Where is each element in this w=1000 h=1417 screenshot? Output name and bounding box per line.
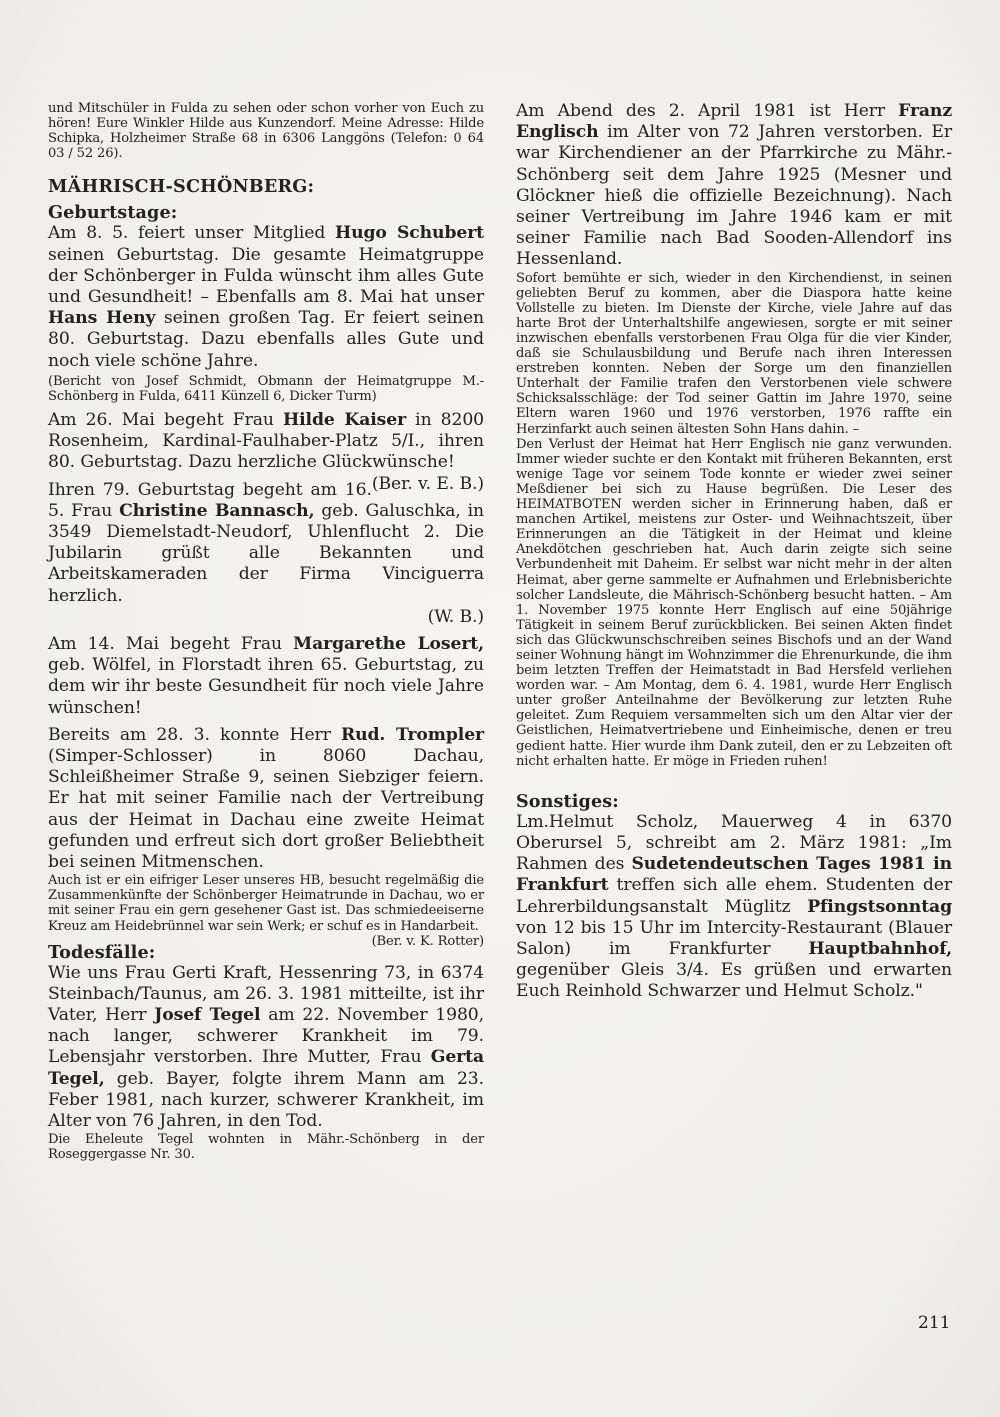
text-run: gegenüber Gleis 3/4. Es grüßen und erwarten Euch Reinhold Schwarzer und Helmut Scholz." <box>516 960 952 1002</box>
obituary-paragraph-memory <box>516 437 952 769</box>
text-run: Auch ist er ein eifriger Leser unseres HB, besucht regelmäßig die Zusammenkünfte der Schönberger Heimatrunde in Dachau, wo er mit seiner Frau ein gern gesehener Gast ist. Das schmiedeeiserne Kreuz am Heidebrünnel war sein Werk; er schuf es in Handarbeit. <box>48 873 484 934</box>
text-run: Bereits am 28. 3. konnte Herr <box>48 724 341 745</box>
bold-name: Gerta Tegel, <box>48 1047 484 1089</box>
birthday-paragraph-trompler <box>48 725 484 873</box>
misc-heading: Sonstiges: <box>516 790 619 812</box>
text-run: Am Abend des 2. April 1981 ist Herr <box>516 101 899 121</box>
misc-paragraph-scholz <box>516 812 952 1003</box>
bold-name: Hauptbahnhof, <box>808 938 952 959</box>
birthdays-heading: Geburtstage: <box>48 202 178 224</box>
attribution: (Ber. v. E. B.) <box>371 473 484 494</box>
text-run: am 22. November 1980, nach langer, schwerer Krankheit im 79. Lebensjahr verstorben. Ihre Mutter, Frau <box>48 1005 484 1068</box>
text-run: im Alter von 72 Jahren verstorben. Er war Kirchendiener an der Pfarrkirche zu Mähr.-Schönberg seit dem Jahre 1925 (Mesner und Glöckner hieß die offizielle Bezeichnung). Nach seiner Vertreibung im Jahre 1946 kam er mit seiner Familie nach Bad Sooden-Allendorf ins Hessenland. <box>516 122 952 270</box>
bold-name: Pfingstsonntag <box>807 896 952 917</box>
birthday-paragraph-schubert-heny <box>48 223 484 371</box>
report-note-schmidt <box>48 374 484 404</box>
report-note-trompler <box>48 873 484 949</box>
paragraph-text <box>48 873 484 933</box>
text-run: und Mitschüler in Fulda zu sehen oder schon vorher von Euch zu hören! Eure Winkler Hilde aus Kunzendorf. Meine Adresse: Hilde Schipka, Holzheimer Straße 68 in 6306 Langgöns (Telefon: 0 64 03 / 52 26). <box>48 101 484 162</box>
text-run: geb. Wölfel, in Florstadt ihren 65. Geburtstag, zu dem wir ihr beste Gesundheit für noch viele Jahre wünschen! <box>48 655 484 718</box>
bold-name: Margarethe Losert, <box>293 634 485 655</box>
bold-name: Josef Tegel <box>154 1005 261 1026</box>
text-run: Sofort bemühte er sich, wieder in den Kirchendienst, in seinen geliebten Beruf zu kommen, aber die Diaspora hatte keine Vollstelle zu bieten. Im Dienste der Kirche, viele Jahre auf das harte Brot der Unterhaltshilfe angewiesen, sorgte er mit seiner inzwischen ebenfalls verstorbenen Frau Olga für die vier Kinder, daß sie Schulausbildung und Berufe nach ihren Interessen erstreben konnten. Neben der Sorge um den finanziellen Unterhalt der Familie trafen den Verstorbenen viele schwere Schicksalsschläge: der Tod seiner Gattin im Jahre 1970, seine Eltern waren 1960 und 1976 verstorben, 1976 raffte ein Herzinfarkt auch seinen ältesten Sohn Hans dahin. – <box>516 270 952 437</box>
left-column <box>48 101 484 1162</box>
bold-name: Hugo Schubert <box>334 223 484 244</box>
page-number: 211 <box>918 1313 951 1333</box>
text-run: (Bericht von Josef Schmidt, Obmann der Heimatgruppe M.-Schönberg in Fulda, 6411 Künzell 6, Dicker Turm) <box>48 373 484 404</box>
text-run: geb. Bayer, folgte ihrem Mann am 23. Feber 1981, nach kurzer, schwerer Krankheit, im Alter von 76 Jahren, in den Tod. <box>48 1068 484 1132</box>
text-run: treffen sich alle ehem. Studenten der Lehrerbildungsanstalt Müglitz <box>516 875 952 917</box>
birthday-paragraph-kaiser <box>48 409 485 494</box>
death-paragraph-tegel <box>48 963 484 1133</box>
bold-name: Rud. Trompler <box>340 724 484 745</box>
text-run: seinen Geburtstag. Die gesamte Heimatgruppe der Schönberger in Fulda wünscht ihm alles Gute und Gesundheit! – Ebenfalls am 8. Mai hat unser <box>48 244 484 307</box>
text-run: Ihren 79. Geburtstag begeht am 16. 5. Frau <box>48 479 372 521</box>
text-run: geb. Galuschka, in 3549 Diemelstadt-Neudorf, Uhlenflucht 2. Die Jubilarin grüßt alle Bekannten und Arbeitskameraden der Firma Vinciguerra herzlich. <box>48 500 484 606</box>
paragraph-text <box>48 410 484 472</box>
text-run: Wie uns Frau Gerti Kraft, Hessenring 73, in 6374 Steinbach/Taunus, am 26. 3. 1981 mitteilte, ist ihr Vater, Herr <box>48 962 484 1026</box>
bold-name: Christine Bannasch, <box>119 500 315 521</box>
text-run: seinen großen Tag. Er feiert seinen 80. Geburtstag. Dazu ebenfalls alles Gute und noch viele schöne Jahre. <box>48 308 484 371</box>
deaths-heading: Todesfälle: <box>48 941 156 963</box>
bold-name: Hilde Kaiser <box>282 409 407 430</box>
text-run: Lm.Helmut Scholz, Mauerweg 4 in 6370 Oberursel 5, schreibt am 2. März 1981: „Im Rahmen des <box>516 811 952 875</box>
section-title: MÄHRISCH-SCHÖNBERG: <box>48 176 315 198</box>
bold-name: Hans Heny <box>48 308 156 329</box>
text-run: in 8200 Rosenheim, Kardinal-Faulhaber-Platz 5/I., ihren 80. Geburtstag. Dazu herzliche Glückwünsche! <box>48 409 485 473</box>
text-run: Den Verlust der Heimat hat Herr Englisch nie ganz verwunden. Immer wieder suchte er den Kontakt mit früheren Bekannten, erst wenige Tage vor seinem Tode konnte er wieder zwei seiner Meßdiener bei sich zu Hause begrüßen. Die Leser des HEIMATBOTEN werden sicher in Erinnerung haben, daß er manchen Artikel, meistens zur Oster- und Weihnachtszeit, über Erinnerungen an die Tätigkeit in der Heimat und kleine Anekdötchen geschrieben hat. Auch darin zeigte sich seine Verbundenheit mit Daheim. Er selbst war nicht mehr in der alten Heimat, aber gerne sammelte er Aufnahmen und Erlebnisberichte solcher Landsleute, die Mährisch-Schönberg besucht hatten. – Am 1. November 1975 konnte Herr Englisch auf eine 50jährige Tätigkeit in seinem Beruf zurückblicken. Bei seinen Akten findet sich das Glückwunschschreiben seines Bischofs und an der Wand seiner Wohnung hängt im Wohnzimmer die Ehrenurkunde, die ihm beim letzten Treffen der Heimatstadt in Bad Hersfeld verliehen worden war. – Am Montag, dem 6. 4. 1981, wurde Herr Englisch unter großer Anteilnahme der Bevölkerung zur letzten Ruhe geleitet. Zum Requiem versammelten sich um den Altar vier der Geistlichen, Heimatvertriebene und Einheimische, denen er treu gedient hatte. Hier wurde ihm Dank zuteil, den er zu Lebzeiten oft nicht erhalten hatte. Er möge in Frieden ruhen! <box>516 436 953 769</box>
birthday-paragraph-losert <box>48 634 484 719</box>
text-run: (Simper-Schlosser) in 8060 Dachau, Schleißheimer Straße 9, seinen Siebziger feiern. Er hat mit seiner Familie nach der Vertreibung aus der Heimat in Dachau eine zweite Heimat gefunden und erfreut sich dort großer Beliebtheit bei seinen Mitmenschen. <box>48 746 484 873</box>
birthday-paragraph-bannasch <box>48 480 484 628</box>
paragraph-text <box>48 480 484 606</box>
bold-name: Sudetendeutschen Tages 1981 in Frankfurt <box>516 854 952 896</box>
text-run: Am 26. Mai begeht Frau <box>48 409 283 430</box>
text-run: Am 8. 5. feiert unser Mitglied <box>48 223 335 244</box>
bold-name: Franz Englisch <box>516 101 952 143</box>
text-run: Die Eheleute Tegel wohnten in Mähr.-Schönberg in der Roseggergasse Nr. 30. <box>48 1132 484 1163</box>
text-run: Am 14. Mai begeht Frau <box>48 634 294 655</box>
obituary-paragraph-englisch <box>516 101 952 271</box>
text-run: von 12 bis 15 Uhr im Intercity-Restaurant (Blauer Salon) im Frankfurter <box>516 917 952 959</box>
attribution: (Ber. v. K. Rotter) <box>371 933 484 949</box>
obituary-paragraph-career <box>516 271 952 437</box>
right-column <box>516 101 952 1003</box>
report-note-tegel <box>48 1132 484 1162</box>
attribution: (W. B.) <box>427 606 484 627</box>
intro-paragraph <box>48 101 484 161</box>
